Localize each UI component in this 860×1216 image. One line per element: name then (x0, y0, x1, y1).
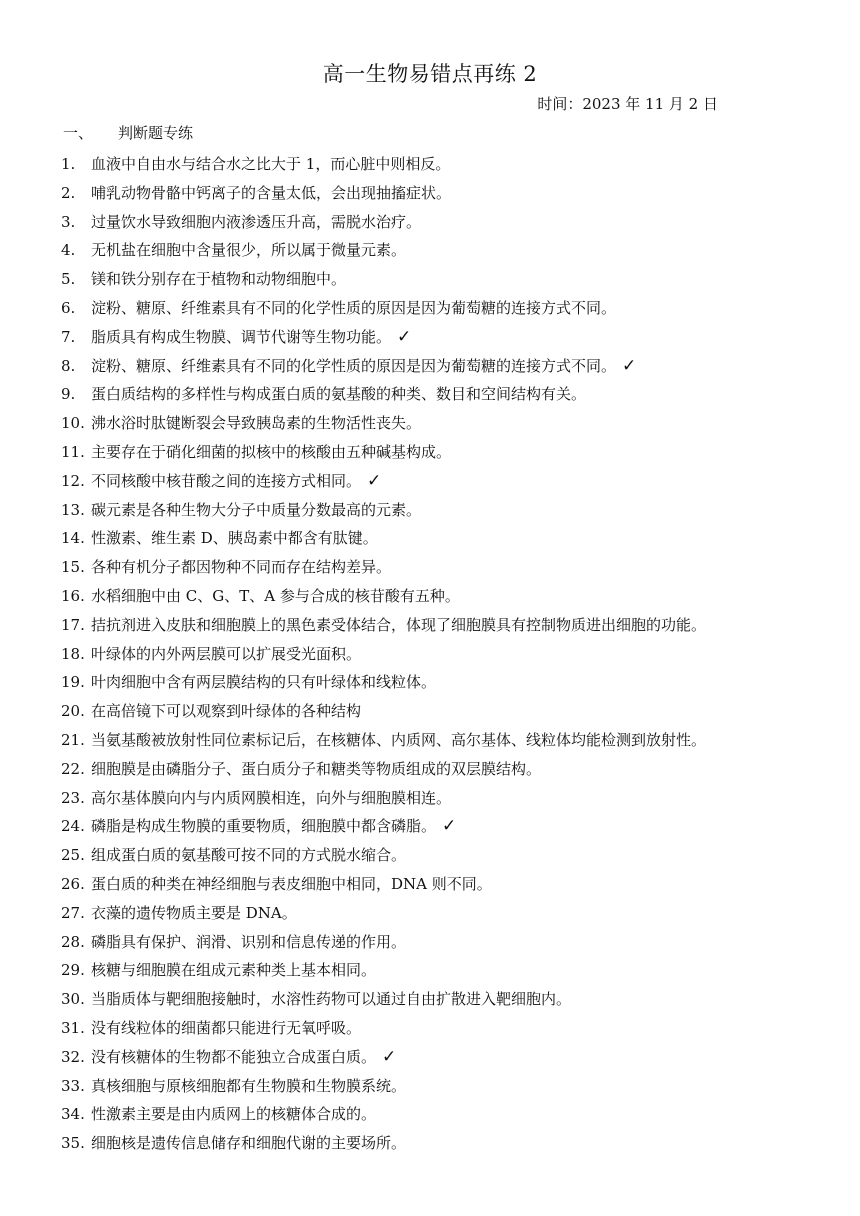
question-text: 拮抗剂进入皮肤和细胞膜上的黑色素受体结合，体现了细胞膜具有控制物质进出细胞的功能。 (91, 615, 707, 634)
question-number: 5. (61, 270, 76, 289)
question-item (61, 956, 851, 985)
question-number: 14. (61, 529, 85, 548)
question-text: 没有核糖体的生物都不能独立合成蛋白质。 (91, 1047, 377, 1066)
question-text: 蛋白质的种类在神经细胞与表皮细胞中相同，DNA 则不同。 (91, 874, 492, 893)
check-mark-icon: ✓ (397, 326, 412, 347)
question-number: 28. (61, 932, 85, 951)
question-text: 细胞膜是由磷脂分子、蛋白质分子和糖类等物质组成的双层膜结构。 (91, 759, 542, 778)
question-item (61, 294, 851, 323)
question-text: 哺乳动物骨骼中钙离子的含量太低，会出现抽搐症状。 (91, 183, 452, 202)
question-number: 29. (61, 961, 85, 980)
question-text: 不同核酸中核苷酸之间的连接方式相同。 (91, 471, 362, 490)
question-item (61, 928, 851, 957)
question-text: 过量饮水导致细胞内液渗透压升高，需脱水治疗。 (91, 212, 422, 231)
question-number: 2. (61, 183, 76, 202)
question-item (61, 236, 851, 265)
question-text: 组成蛋白质的氨基酸可按不同的方式脱水缩合。 (91, 846, 407, 865)
check-mark-icon: ✓ (367, 470, 382, 491)
question-item (61, 611, 851, 640)
question-text: 脂质具有构成生物膜、调节代谢等生物功能。 (91, 327, 392, 346)
question-item (61, 409, 851, 438)
question-number: 11. (61, 442, 85, 461)
question-item (61, 380, 851, 409)
question-text: 各种有机分子都因物种不同而存在结构差异。 (91, 558, 392, 577)
question-item (61, 812, 851, 841)
question-item (61, 726, 851, 755)
question-item (61, 668, 851, 697)
question-item (61, 208, 851, 237)
question-text: 衣藻的遗传物质主要是 DNA。 (91, 903, 297, 922)
question-item (61, 640, 851, 669)
question-number: 23. (61, 788, 85, 807)
question-text: 高尔基体膜向内与内质网膜相连，向外与细胞膜相连。 (91, 788, 452, 807)
question-number: 32. (61, 1047, 85, 1066)
question-item (61, 1100, 851, 1129)
question-number: 15. (61, 558, 85, 577)
question-item (61, 496, 851, 525)
question-text: 碳元素是各种生物大分子中质量分数最高的元素。 (91, 500, 422, 519)
question-text: 沸水浴时肽键断裂会导致胰岛素的生物活性丧失。 (91, 414, 422, 433)
question-text: 无机盐在细胞中含量很少，所以属于微量元素。 (91, 241, 407, 260)
question-item (61, 899, 851, 928)
question-text: 镁和铁分别存在于植物和动物细胞中。 (91, 270, 347, 289)
question-text: 细胞核是遗传信息储存和细胞代谢的主要场所。 (91, 1134, 407, 1153)
question-number: 4. (61, 241, 76, 260)
question-text: 水稻细胞中由 C、G、T、A 参与合成的核苷酸有五种。 (91, 586, 460, 605)
question-item (61, 784, 851, 813)
question-item (61, 553, 851, 582)
question-number: 12. (61, 471, 85, 490)
question-item (61, 1043, 851, 1072)
question-item (61, 1014, 851, 1043)
question-text: 血液中自由水与结合水之比大于 1，而心脏中则相反。 (91, 155, 451, 173)
question-text: 磷脂具有保护、润滑、识别和信息传递的作用。 (91, 932, 407, 951)
question-text: 性激素、维生素 D、胰岛素中都含有肽键。 (91, 529, 378, 548)
question-text: 在高倍镜下可以观察到叶绿体的各种结构 (91, 702, 362, 721)
question-number: 21. (61, 730, 85, 749)
question-text: 真核细胞与原核细胞都有生物膜和生物膜系统。 (91, 1076, 407, 1095)
question-number: 18. (61, 644, 85, 663)
question-item (61, 1129, 851, 1158)
question-item (61, 323, 851, 352)
question-item (61, 150, 851, 179)
question-text: 淀粉、糖原、纤维素具有不同的化学性质的原因是因为葡萄糖的连接方式不同。 (91, 298, 617, 317)
question-number: 16. (61, 586, 85, 605)
question-number: 24. (61, 817, 85, 836)
question-number: 27. (61, 903, 85, 922)
check-mark-icon: ✓ (622, 355, 637, 376)
question-number: 31. (61, 1018, 85, 1037)
question-list (61, 150, 851, 1158)
question-number: 19. (61, 673, 85, 692)
question-item (61, 438, 851, 467)
question-number: 22. (61, 759, 85, 778)
question-text: 叶肉细胞中含有两层膜结构的只有叶绿体和线粒体。 (91, 673, 437, 692)
question-text: 磷脂是构成生物膜的重要物质，细胞膜中都含磷脂。 (91, 817, 437, 836)
question-text: 叶绿体的内外两层膜可以扩展受光面积。 (91, 644, 362, 663)
question-item (61, 179, 851, 208)
check-mark-icon: ✓ (382, 1046, 397, 1067)
question-number: 10. (61, 414, 85, 433)
question-item (61, 352, 851, 381)
check-mark-icon: ✓ (442, 816, 457, 837)
question-number: 35. (61, 1134, 85, 1153)
question-item (61, 985, 851, 1014)
question-item (61, 467, 851, 496)
question-text: 当氨基酸被放射性同位素标记后，在核糖体、内质网、高尔基体、线粒体均能检测到放射性。 (91, 730, 707, 749)
question-number: 20. (61, 702, 85, 721)
question-item (61, 870, 851, 899)
question-number: 33. (61, 1076, 85, 1095)
question-number: 26. (61, 874, 85, 893)
question-text: 当脂质体与靶细胞接触时，水溶性药物可以通过自由扩散进入靶细胞内。 (91, 990, 572, 1009)
question-text: 蛋白质结构的多样性与构成蛋白质的氨基酸的种类、数目和空间结构有关。 (91, 385, 587, 404)
question-item (61, 582, 851, 611)
question-number: 25. (61, 846, 85, 865)
question-item (61, 755, 851, 784)
section-heading (63, 122, 193, 143)
question-text: 淀粉、糖原、纤维素具有不同的化学性质的原因是因为葡萄糖的连接方式不同。 (91, 356, 617, 375)
question-item (61, 265, 851, 294)
question-number: 9. (61, 385, 76, 404)
question-number: 8. (61, 356, 76, 375)
question-number: 34. (61, 1105, 85, 1124)
question-number: 17. (61, 615, 85, 634)
question-item (61, 1072, 851, 1101)
question-number: 7. (61, 327, 76, 346)
page-title: 高一生物易错点再练 2 (322, 62, 538, 86)
question-number: 3. (61, 212, 76, 231)
question-item (61, 697, 851, 726)
question-item (61, 524, 851, 553)
date-line: 时间：2023 年 11 月 2 日 (537, 95, 718, 113)
question-text: 主要存在于硝化细菌的拟核中的核酸由五种碱基构成。 (91, 442, 452, 461)
question-text: 没有线粒体的细菌都只能进行无氧呼吸。 (91, 1018, 362, 1037)
section-title: 判断题专练 (118, 124, 194, 142)
section-number: 一、 (63, 124, 94, 142)
question-number: 13. (61, 500, 85, 519)
question-item (61, 841, 851, 870)
question-text: 核糖与细胞膜在组成元素种类上基本相同。 (91, 961, 377, 980)
question-number: 1. (61, 155, 76, 173)
question-number: 6. (61, 298, 76, 317)
question-number: 30. (61, 990, 85, 1009)
question-text: 性激素主要是由内质网上的核糖体合成的。 (91, 1105, 377, 1124)
